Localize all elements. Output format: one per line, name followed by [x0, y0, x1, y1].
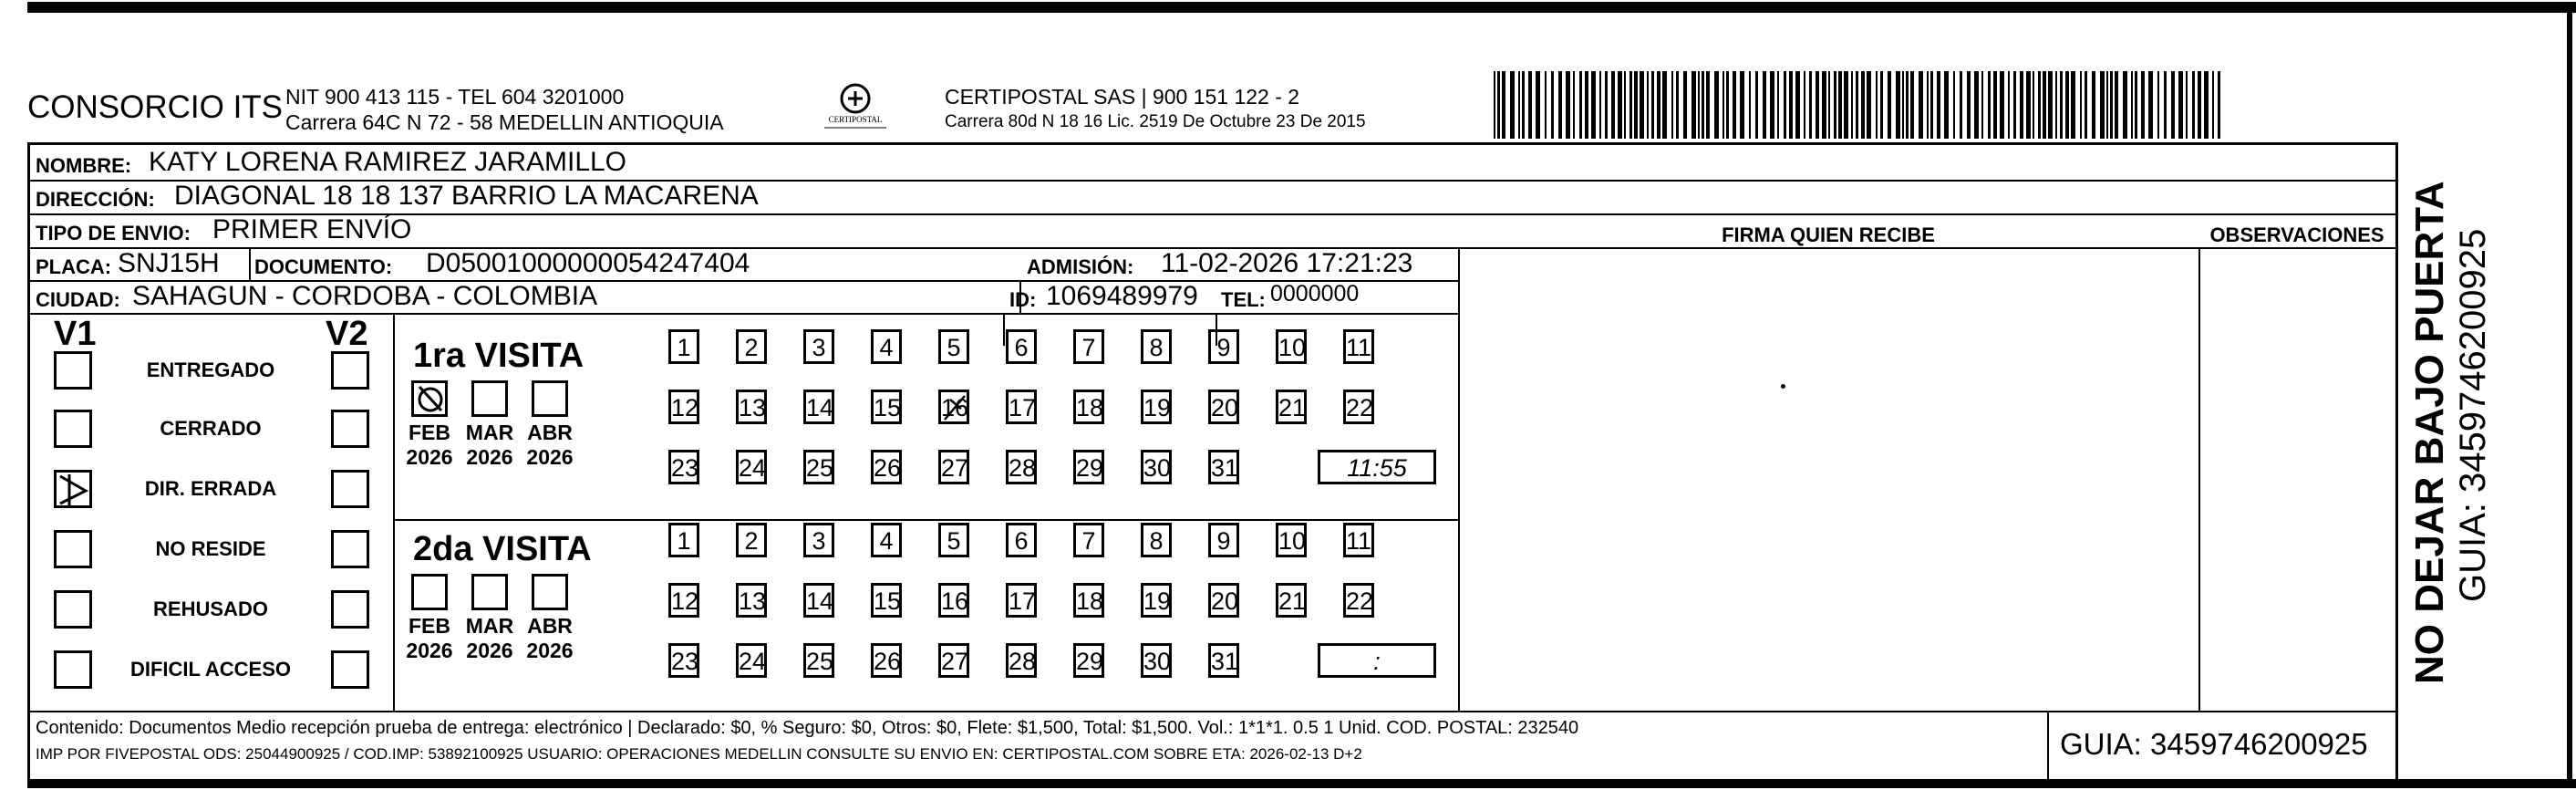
day-box[interactable]: 19 — [1141, 583, 1172, 618]
observaciones-header: OBSERVACIONES — [2209, 223, 2385, 246]
barcode-bar — [1944, 71, 1949, 139]
v1-checkbox[interactable] — [54, 590, 92, 629]
v2-checkbox[interactable] — [331, 590, 369, 629]
barcode-bar — [1611, 71, 1615, 139]
rule — [2047, 711, 2049, 780]
barcode-bar — [2218, 71, 2220, 139]
v1-checkbox[interactable] — [54, 410, 92, 448]
status-label: NO RESIDE — [155, 537, 266, 560]
day-box[interactable]: 20 — [1208, 390, 1239, 424]
day-box[interactable]: 6 — [1006, 329, 1037, 364]
barcode-bar — [2123, 71, 2127, 139]
day-box[interactable]: 31 — [1208, 450, 1239, 484]
barcode-bar — [2013, 71, 2016, 139]
month-checkbox[interactable] — [532, 380, 568, 417]
day-box[interactable]: 20 — [1208, 583, 1239, 618]
ciudad-label: CIUDAD: — [36, 288, 120, 311]
barcode-bar — [1927, 71, 1929, 139]
month-label — [402, 614, 457, 663]
barcode-bar — [2000, 71, 2004, 139]
tipo-envio-value: PRIMER ENVÍO — [212, 214, 412, 244]
barcode — [1494, 71, 2223, 139]
v2-checkbox[interactable] — [331, 650, 369, 689]
barcode-bar — [2060, 71, 2063, 139]
barcode-bar — [2148, 71, 2153, 139]
barcode-bar — [2171, 71, 2175, 139]
barcode-bar — [2020, 71, 2023, 139]
day-box[interactable]: 26 — [871, 643, 902, 678]
documento-value: D05001000000054247404 — [426, 248, 750, 278]
barcode-bar — [2186, 71, 2188, 139]
day-box[interactable]: 16 — [938, 583, 969, 618]
barcode-bar — [1851, 71, 1853, 139]
barcode-bar — [1518, 71, 1520, 139]
barcode-bar — [2157, 71, 2159, 139]
barcode-bar — [1960, 71, 1962, 139]
month-checkbox[interactable] — [411, 574, 448, 610]
barcode-bar — [1510, 71, 1515, 139]
time-box[interactable]: 11:55 — [1318, 450, 1436, 484]
first-visit-title: 1ra VISITA — [413, 337, 585, 375]
barcode-bar — [2048, 71, 2053, 139]
rule — [1003, 313, 1005, 346]
tel-label: TEL: — [1221, 288, 1266, 311]
placa-label: PLACA: — [36, 255, 112, 278]
barcode-bar — [1691, 71, 1696, 139]
check-mark-icon — [414, 383, 445, 414]
v1-checkbox[interactable] — [54, 650, 92, 689]
status-label: DIFICIL ACCESO — [129, 658, 291, 681]
v1-checkbox[interactable] — [54, 470, 92, 508]
barcode-bar — [1993, 71, 1997, 139]
barcode-bar — [1662, 71, 1667, 139]
status-label: REHUSADO — [153, 598, 268, 620]
footer-imp: IMP POR FIVEPOSTAL ODS: 25044900925 / COD.IMP: 53892100925 USUARIO: OPERACIONES MEDELLIN CONSULTE SU ENVIO EN: CERTIPOSTAL.COM SOBRE ETA: 2026-02-13 D+2 — [36, 745, 1362, 763]
barcode-bar — [1497, 71, 1500, 139]
barcode-bar — [2100, 71, 2105, 139]
rule — [30, 313, 1458, 315]
barcode-bar — [1714, 71, 1719, 139]
day-box[interactable]: 6 — [1006, 523, 1037, 557]
barcode-bar — [1816, 71, 1819, 139]
v2-checkbox[interactable] — [331, 410, 369, 448]
admision-value: 11-02-2026 17:21:23 — [1161, 248, 1413, 278]
barcode-bar — [1876, 71, 1878, 139]
company-info — [285, 84, 724, 135]
right-border — [2567, 9, 2572, 781]
day-box[interactable]: 28 — [1006, 450, 1037, 484]
barcode-bar — [1834, 71, 1836, 139]
nit-line: NIT 900 413 115 - TEL 604 3201000 — [285, 85, 625, 109]
barcode-bar — [2038, 71, 2041, 139]
barcode-bar — [1988, 71, 1991, 139]
certi-line: CERTIPOSTAL SAS | 900 151 122 - 2 — [945, 85, 1300, 109]
barcode-bar — [2026, 71, 2031, 139]
barcode-bar — [1640, 71, 1644, 139]
month-year: 2026 — [466, 445, 513, 469]
month-year: 2026 — [526, 445, 574, 469]
tel-value: 0000000 — [1270, 281, 1360, 307]
day-box[interactable]: 23 — [668, 643, 699, 678]
barcode-bar — [1910, 71, 1914, 139]
barcode-bar — [2071, 71, 2075, 139]
barcode-bar — [1838, 71, 1842, 139]
logo-text: CERTIPOSTAL — [828, 115, 883, 124]
barcode-bar — [1777, 71, 1779, 139]
v2-checkbox[interactable] — [331, 470, 369, 508]
day-box[interactable]: 14 — [803, 583, 834, 618]
barcode-bar — [2055, 71, 2057, 139]
barcode-bar — [2085, 71, 2087, 139]
barcode-bar — [1937, 71, 1940, 139]
barcode-bar — [1566, 71, 1570, 139]
day-box[interactable]: 17 — [1006, 583, 1037, 618]
day-box[interactable]: 2 — [736, 523, 767, 557]
barcode-bar — [1763, 71, 1766, 139]
day-box[interactable]: 9 — [1208, 523, 1239, 557]
barcode-bar — [1683, 71, 1687, 139]
rule — [393, 315, 395, 711]
day-box[interactable]: 13 — [736, 583, 767, 618]
barcode-bar — [1733, 71, 1736, 139]
barcode-bar — [2135, 71, 2137, 139]
day-box[interactable]: 18 — [1073, 390, 1104, 424]
day-box[interactable]: 2 — [736, 329, 767, 364]
month-label — [402, 421, 457, 470]
barcode-bar — [1861, 71, 1865, 139]
day-box[interactable]: 7 — [1073, 329, 1104, 364]
day-box[interactable]: 30 — [1141, 643, 1172, 678]
barcode-bar — [1573, 71, 1575, 139]
day-box[interactable]: 25 — [803, 643, 834, 678]
barcode-bar — [2204, 71, 2209, 139]
day-box[interactable]: 1 — [668, 329, 699, 364]
barcode-bar — [1671, 71, 1673, 139]
day-box[interactable]: 3 — [803, 329, 834, 364]
day-box[interactable]: 8 — [1141, 329, 1172, 364]
day-box[interactable]: 21 — [1276, 390, 1307, 424]
certipostal-info — [945, 84, 1366, 135]
day-box[interactable]: 5 — [938, 523, 969, 557]
barcode-bar — [2178, 71, 2183, 139]
barcode-bar — [2110, 71, 2113, 139]
month-name: FEB — [409, 421, 450, 444]
day-box[interactable]: 11 — [1343, 523, 1374, 557]
day-box[interactable]: 10 — [1276, 329, 1307, 364]
footer-guia: GUIA: 3459746200925 — [2060, 727, 2368, 761]
firma-header: FIRMA QUIEN RECIBE — [1722, 223, 1935, 246]
month-checkbox[interactable] — [532, 574, 568, 610]
barcode-bar — [1657, 71, 1660, 139]
check-mark-icon — [57, 473, 89, 505]
id-value: 1069489979 — [1046, 281, 1198, 311]
day-box[interactable]: 11 — [1343, 329, 1374, 364]
day-box[interactable]: 31 — [1208, 643, 1239, 678]
barcode-bar — [2043, 71, 2046, 139]
check-mark-icon — [941, 392, 968, 423]
barcode-bar — [1494, 71, 1495, 139]
day-box[interactable]: 26 — [871, 450, 902, 484]
barcode-bar — [1551, 71, 1554, 139]
day-box[interactable]: 1 — [668, 523, 699, 557]
top-border — [27, 2, 2576, 13]
barcode-bar — [1585, 71, 1588, 139]
barcode-bar — [1896, 71, 1900, 139]
certi-address: Carrera 80d N 18 16 Lic. 2519 De Octubre 23 De 2015 — [945, 112, 1366, 131]
day-box[interactable]: 10 — [1276, 523, 1307, 557]
barcode-bar — [1740, 71, 1744, 139]
footer-content: Contenido: Documentos Medio recepción prueba de entrega: electrónico | Declarado: $0, % Seguro: $0, Otros: $0, Flete: $1,500, Total: $1,500. Vol.: 1*1*1. 0.5 1 Unid. COD. POSTAL: 232540 — [36, 718, 1579, 738]
day-box[interactable]: 22 — [1343, 390, 1374, 424]
day-box[interactable]: 12 — [668, 583, 699, 618]
barcode-bar — [1804, 71, 1805, 139]
rule — [2198, 247, 2200, 711]
barcode-bar — [1789, 71, 1793, 139]
barcode-bar — [2033, 71, 2034, 139]
day-box[interactable]: 12 — [668, 390, 699, 424]
v1-label: V1 — [54, 315, 97, 353]
signature-dot — [1781, 384, 1785, 389]
day-box[interactable]: 23 — [668, 450, 699, 484]
day-box[interactable]: 7 — [1073, 523, 1104, 557]
day-box[interactable]: 19 — [1141, 390, 1172, 424]
status-label: DIR. ERRADA — [144, 477, 277, 500]
day-box[interactable]: 3 — [803, 523, 834, 557]
direccion-value: DIAGONAL 18 18 137 BARRIO LA MACARENA — [174, 181, 759, 211]
ciudad-value: SAHAGUN - CORDOBA - COLOMBIA — [132, 281, 598, 311]
barcode-bar — [1856, 71, 1858, 139]
day-box[interactable]: 30 — [1141, 450, 1172, 484]
barcode-bar — [1676, 71, 1679, 139]
month-year: 2026 — [466, 639, 513, 662]
day-box[interactable]: 14 — [803, 390, 834, 424]
barcode-bar — [2164, 71, 2167, 139]
barcode-bar — [1844, 71, 1848, 139]
barcode-bar — [1624, 71, 1626, 139]
day-box[interactable]: 17 — [1006, 390, 1037, 424]
month-name: ABR — [527, 421, 573, 444]
day-box[interactable]: 27 — [938, 450, 969, 484]
no-dejar-bajo-puerta: NO DEJAR BAJO PUERTA — [2407, 181, 2452, 684]
nombre-value: KATY LORENA RAMIREZ JARAMILLO — [149, 147, 627, 177]
barcode-bar — [2198, 71, 2201, 139]
month-year: 2026 — [526, 639, 574, 662]
barcode-bar — [1634, 71, 1638, 139]
rule — [249, 247, 251, 280]
rule — [30, 711, 2395, 712]
month-checkbox[interactable] — [471, 380, 508, 417]
month-name: MAR — [465, 614, 514, 638]
barcode-bar — [1558, 71, 1562, 139]
barcode-bar — [1795, 71, 1800, 139]
month-name: FEB — [409, 614, 450, 638]
month-label — [522, 614, 577, 663]
barcode-bar — [1828, 71, 1830, 139]
barcode-bar — [1605, 71, 1608, 139]
barcode-bar — [2141, 71, 2145, 139]
month-checkbox[interactable] — [411, 380, 448, 417]
barcode-bar — [1749, 71, 1751, 139]
day-box[interactable]: 18 — [1073, 583, 1104, 618]
day-box[interactable]: 24 — [736, 643, 767, 678]
barcode-bar — [1981, 71, 1983, 139]
barcode-bar — [1726, 71, 1729, 139]
month-name: ABR — [527, 614, 573, 638]
barcode-bar — [1880, 71, 1883, 139]
documento-label: DOCUMENTO: — [254, 255, 393, 278]
day-box[interactable]: 16 — [938, 390, 969, 424]
barcode-bar — [1591, 71, 1596, 139]
month-checkbox[interactable] — [471, 574, 508, 610]
day-box[interactable]: 22 — [1343, 583, 1374, 618]
barcode-bar — [1698, 71, 1700, 139]
barcode-bar — [2008, 71, 2010, 139]
day-box[interactable]: 25 — [803, 450, 834, 484]
barcode-bar — [1953, 71, 1955, 139]
day-box[interactable]: 24 — [736, 450, 767, 484]
v2-label: V2 — [326, 315, 368, 353]
barcode-bar — [1651, 71, 1654, 139]
barcode-bar — [1706, 71, 1710, 139]
barcode-bar — [1770, 71, 1774, 139]
admision-label: ADMISIÓN: — [1027, 255, 1134, 278]
day-box[interactable]: 4 — [871, 329, 902, 364]
barcode-bar — [1888, 71, 1891, 139]
tipo-envio-label: TIPO DE ENVIO: — [36, 222, 191, 244]
barcode-bar — [1967, 71, 1971, 139]
barcode-bar — [1545, 71, 1547, 139]
barcode-bar — [1528, 71, 1532, 139]
barcode-bar — [1522, 71, 1525, 139]
barcode-bar — [2106, 71, 2108, 139]
barcode-bar — [1647, 71, 1649, 139]
barcode-bar — [1755, 71, 1758, 139]
status-label: CERRADO — [160, 417, 262, 440]
month-label — [462, 614, 517, 663]
address-line: Carrera 64C N 72 - 58 MEDELLIN ANTIOQUIA — [285, 110, 724, 134]
second-visit-title: 2da VISITA — [413, 530, 592, 568]
month-year: 2026 — [406, 445, 453, 469]
barcode-bar — [1618, 71, 1622, 139]
barcode-bar — [1599, 71, 1601, 139]
barcode-bar — [2065, 71, 2069, 139]
v1-checkbox[interactable] — [54, 351, 92, 390]
rule — [393, 519, 1458, 521]
barcode-bar — [1536, 71, 1540, 139]
delivery-form — [27, 142, 2398, 783]
side-guia: GUIA: 3459746200925 — [2453, 228, 2493, 602]
v2-checkbox[interactable] — [331, 351, 369, 390]
month-label — [522, 421, 577, 470]
direccion-label: DIRECCIÓN: — [36, 188, 155, 211]
v1-checkbox[interactable] — [54, 530, 92, 568]
barcode-bar — [2080, 71, 2082, 139]
day-box[interactable]: 27 — [938, 643, 969, 678]
barcode-bar — [1784, 71, 1786, 139]
barcode-bar — [1902, 71, 1904, 139]
certipostal-logo — [812, 80, 899, 137]
day-box[interactable]: 4 — [871, 523, 902, 557]
barcode-bar — [1579, 71, 1582, 139]
day-box[interactable]: 13 — [736, 390, 767, 424]
barcode-bar — [1723, 71, 1724, 139]
v2-checkbox[interactable] — [331, 530, 369, 568]
barcode-bar — [2212, 71, 2214, 139]
barcode-bar — [2092, 71, 2095, 139]
day-box[interactable]: 29 — [1073, 643, 1104, 678]
barcode-bar — [1974, 71, 1979, 139]
barcode-bar — [1906, 71, 1909, 139]
barcode-bar — [1867, 71, 1871, 139]
barcode-bar — [1502, 71, 1505, 139]
time-box[interactable]: : — [1318, 643, 1436, 678]
day-box[interactable]: 21 — [1276, 583, 1307, 618]
day-box[interactable]: 15 — [871, 390, 902, 424]
day-box[interactable]: 15 — [871, 583, 902, 618]
barcode-bar — [2192, 71, 2195, 139]
day-box[interactable]: 8 — [1141, 523, 1172, 557]
day-box[interactable]: 28 — [1006, 643, 1037, 678]
month-label — [462, 421, 517, 470]
nombre-label: NOMBRE: — [36, 154, 132, 177]
barcode-bar — [1822, 71, 1826, 139]
barcode-bar — [2131, 71, 2133, 139]
day-box[interactable]: 29 — [1073, 450, 1104, 484]
barcode-bar — [1919, 71, 1923, 139]
day-box[interactable]: 9 — [1208, 329, 1239, 364]
placa-value: SNJ15H — [118, 248, 220, 278]
day-box[interactable]: 5 — [938, 329, 969, 364]
month-name: MAR — [465, 421, 514, 444]
status-label: ENTREGADO — [146, 359, 275, 381]
rule — [1458, 247, 1460, 711]
month-year: 2026 — [406, 639, 453, 662]
barcode-bar — [1629, 71, 1632, 139]
id-label: ID: — [1009, 288, 1037, 311]
barcode-bar — [1702, 71, 1704, 139]
barcode-bar — [1809, 71, 1812, 139]
barcode-bar — [2115, 71, 2118, 139]
company-name: CONSORCIO ITS — [27, 89, 284, 125]
barcode-bar — [1930, 71, 1933, 139]
